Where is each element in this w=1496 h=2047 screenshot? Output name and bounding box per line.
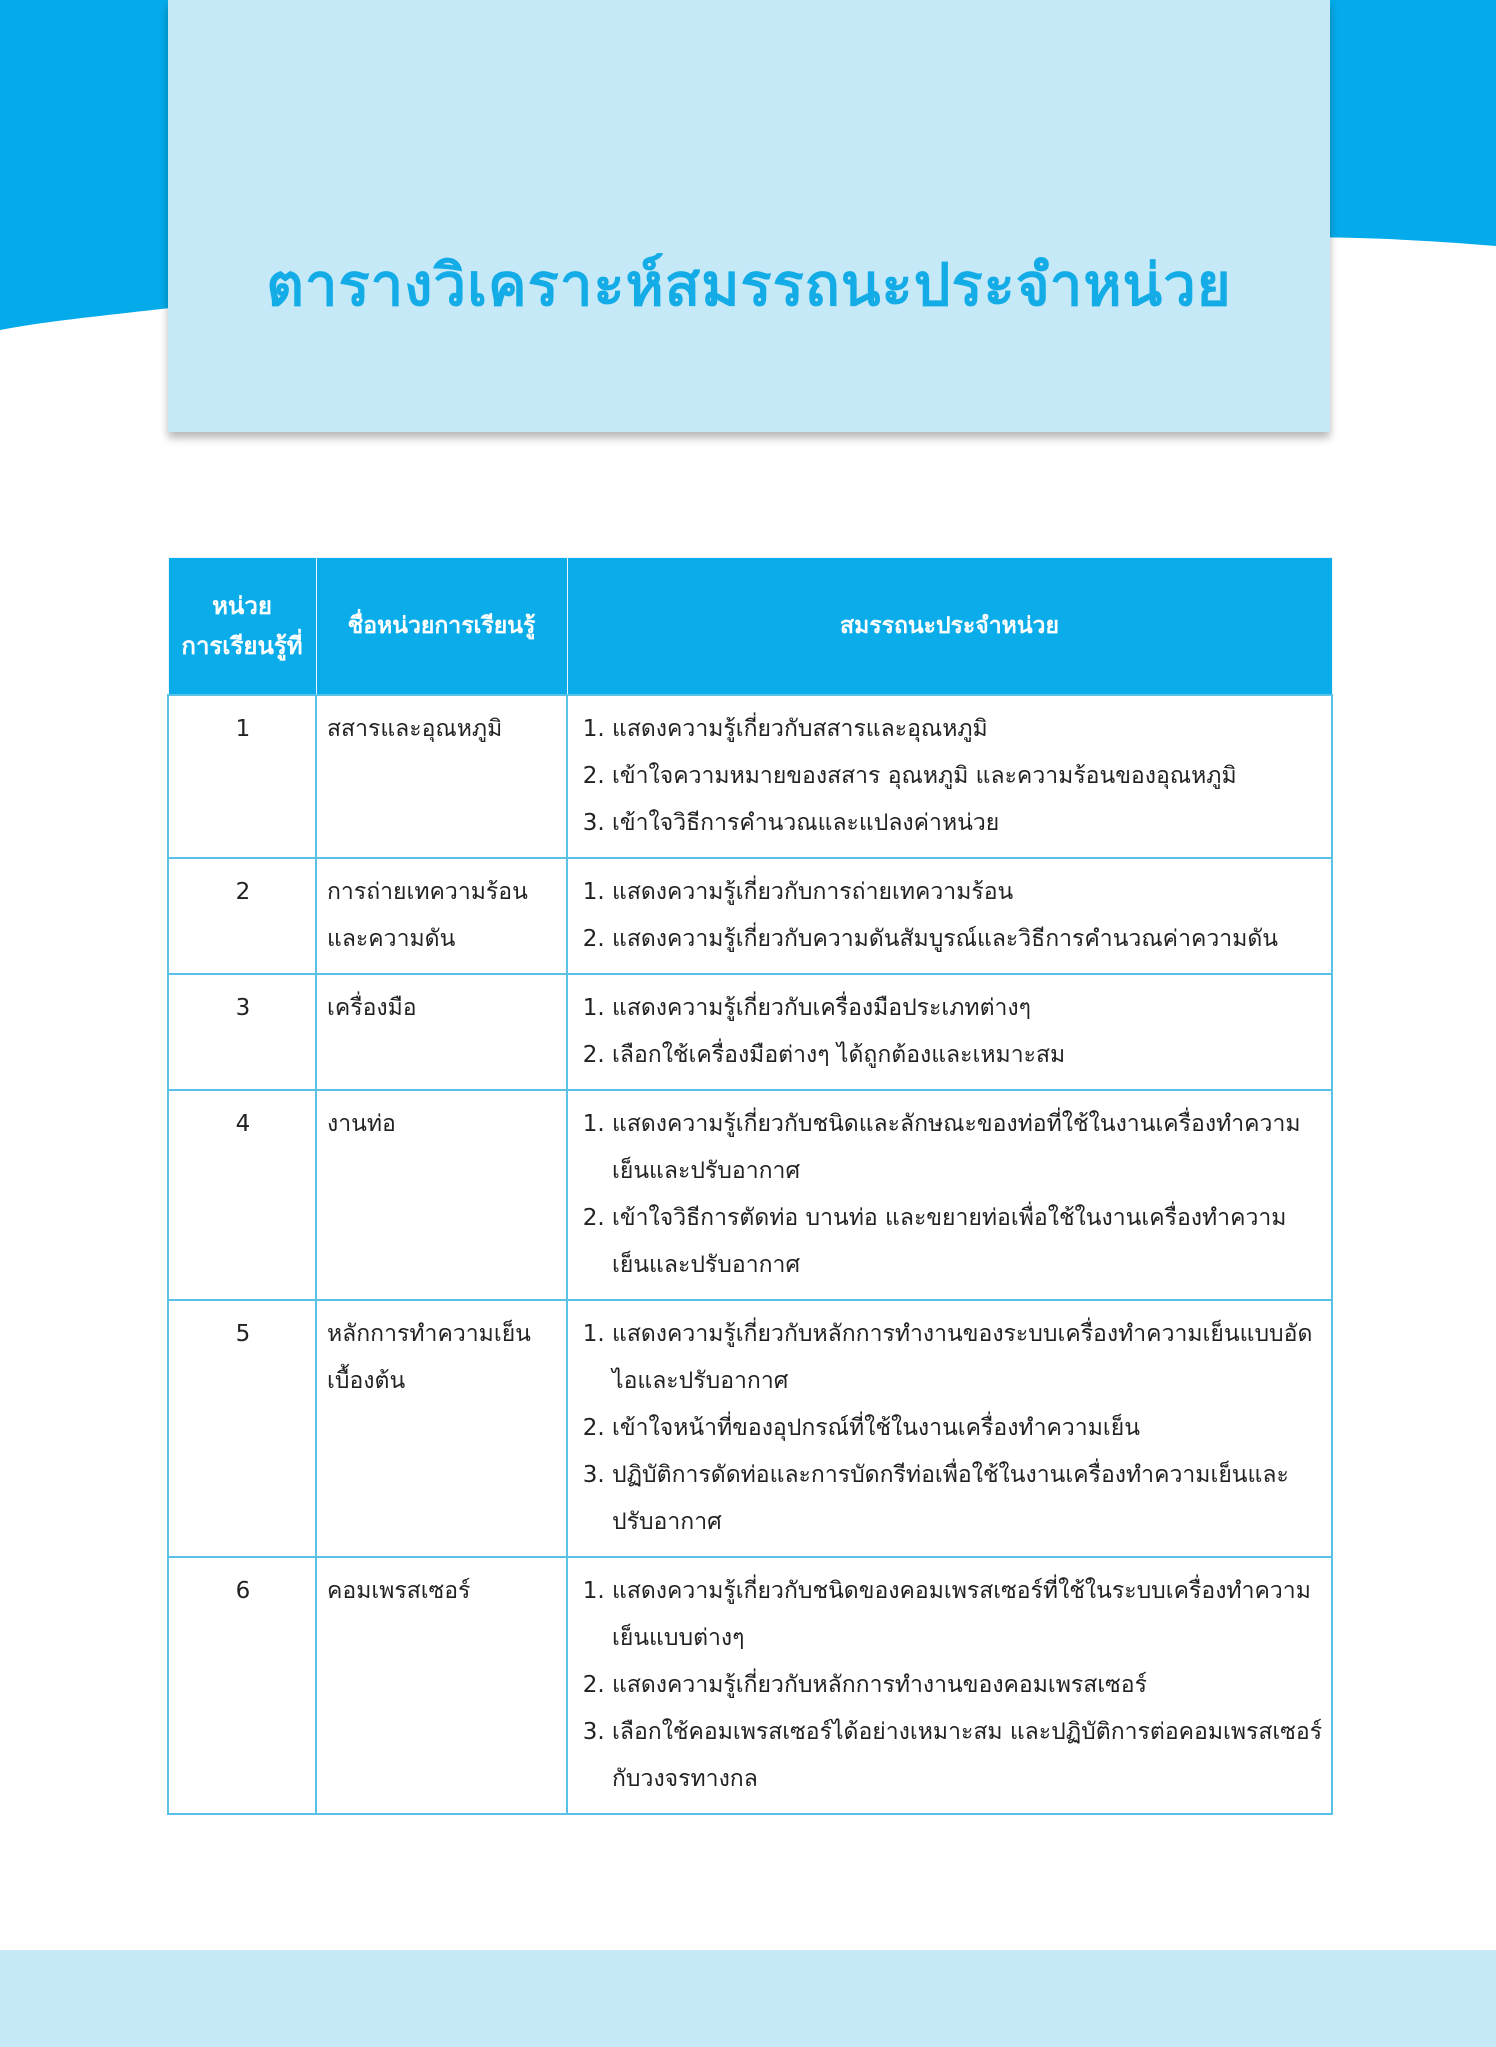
competency-item: 1. แสดงความรู้เกี่ยวกับการถ่ายเทความร้อน — [612, 869, 1323, 916]
table-body — [168, 695, 1332, 1814]
competency-cell — [567, 1557, 1332, 1814]
competency-list — [578, 1101, 1323, 1289]
title-card — [168, 0, 1330, 432]
unit-name-cell: งานท่อ — [316, 1090, 567, 1300]
table-row — [168, 858, 1332, 974]
competency-item: 3. เลือกใช้คอมเพรสเซอร์ได้อย่างเหมาะสม และปฏิบัติการต่อคอมเพรสเซอร์กับวงจรทางกล — [612, 1709, 1323, 1803]
competency-item: 1. แสดงความรู้เกี่ยวกับสสารและอุณหภูมิ — [612, 706, 1323, 753]
header-competency: สมรรถนะประจำหน่วย — [567, 558, 1332, 696]
page-title: ตารางวิเคราะห์สมรรถนะประจำหน่วย — [266, 251, 1232, 319]
competency-table — [167, 557, 1333, 1815]
unit-number-cell: 1 — [168, 695, 316, 858]
table-header-row — [168, 558, 1332, 696]
header-unit-line1: หน่วย — [212, 592, 272, 620]
unit-number-cell: 6 — [168, 1557, 316, 1814]
table-row — [168, 695, 1332, 858]
table-row — [168, 974, 1332, 1090]
unit-number-cell: 2 — [168, 858, 316, 974]
header-unit-number — [168, 558, 316, 696]
unit-number-cell: 4 — [168, 1090, 316, 1300]
competency-item: 2. เข้าใจความหมายของสสาร อุณหภูมิ และความร้อนของอุณหภูมิ — [612, 753, 1323, 800]
competency-cell — [567, 1300, 1332, 1557]
competency-cell — [567, 858, 1332, 974]
competency-table-container — [167, 557, 1331, 1815]
competency-list — [578, 1311, 1323, 1546]
competency-item: 2. เลือกใช้เครื่องมือต่างๆ ได้ถูกต้องและเหมาะสม — [612, 1032, 1323, 1079]
competency-cell — [567, 695, 1332, 858]
competency-item: 2. เข้าใจหน้าที่ของอุปกรณ์ที่ใช้ในงานเครื่องทำความเย็น — [612, 1405, 1323, 1452]
header-unit-name: ชื่อหน่วยการเรียนรู้ — [316, 558, 567, 696]
competency-list — [578, 985, 1323, 1079]
unit-name-cell: หลักการทำความเย็นเบื้องต้น — [316, 1300, 567, 1557]
competency-item: 2. แสดงความรู้เกี่ยวกับความดันสัมบูรณ์และวิธีการคำนวณค่าความดัน — [612, 916, 1323, 963]
competency-item: 2. แสดงความรู้เกี่ยวกับหลักการทำงานของคอมเพรสเซอร์ — [612, 1662, 1323, 1709]
table-row — [168, 1090, 1332, 1300]
competency-item: 2. เข้าใจวิธีการตัดท่อ บานท่อ และขยายท่อเพื่อใช้ในงานเครื่องทำความเย็นและปรับอากาศ — [612, 1195, 1323, 1289]
competency-item: 3. ปฏิบัติการดัดท่อและการบัดกรีท่อเพื่อใช้ในงานเครื่องทำความเย็นและปรับอากาศ — [612, 1452, 1323, 1546]
unit-name-cell: เครื่องมือ — [316, 974, 567, 1090]
competency-cell — [567, 1090, 1332, 1300]
unit-name-cell: คอมเพรสเซอร์ — [316, 1557, 567, 1814]
competency-item: 1. แสดงความรู้เกี่ยวกับหลักการทำงานของระบบเครื่องทำความเย็นแบบอัดไอและปรับอากาศ — [612, 1311, 1323, 1405]
competency-item: 3. เข้าใจวิธีการคำนวณและแปลงค่าหน่วย — [612, 800, 1323, 847]
unit-name-cell: การถ่ายเทความร้อนและความดัน — [316, 858, 567, 974]
unit-name-cell: สสารและอุณหภูมิ — [316, 695, 567, 858]
header-unit-line2: การเรียนรู้ที่ — [181, 632, 303, 660]
competency-list — [578, 869, 1323, 963]
competency-list — [578, 706, 1323, 847]
table-row — [168, 1300, 1332, 1557]
footer-band — [0, 1950, 1496, 2047]
competency-item: 1. แสดงความรู้เกี่ยวกับชนิดและลักษณะของท่อที่ใช้ในงานเครื่องทำความเย็นและปรับอากาศ — [612, 1101, 1323, 1195]
competency-cell — [567, 974, 1332, 1090]
unit-number-cell: 5 — [168, 1300, 316, 1557]
competency-item: 1. แสดงความรู้เกี่ยวกับชนิดของคอมเพรสเซอร์ที่ใช้ในระบบเครื่องทำความเย็นแบบต่างๆ — [612, 1568, 1323, 1662]
competency-item: 1. แสดงความรู้เกี่ยวกับเครื่องมือประเภทต่างๆ — [612, 985, 1323, 1032]
table-row — [168, 1557, 1332, 1814]
unit-number-cell: 3 — [168, 974, 316, 1090]
competency-list — [578, 1568, 1323, 1803]
